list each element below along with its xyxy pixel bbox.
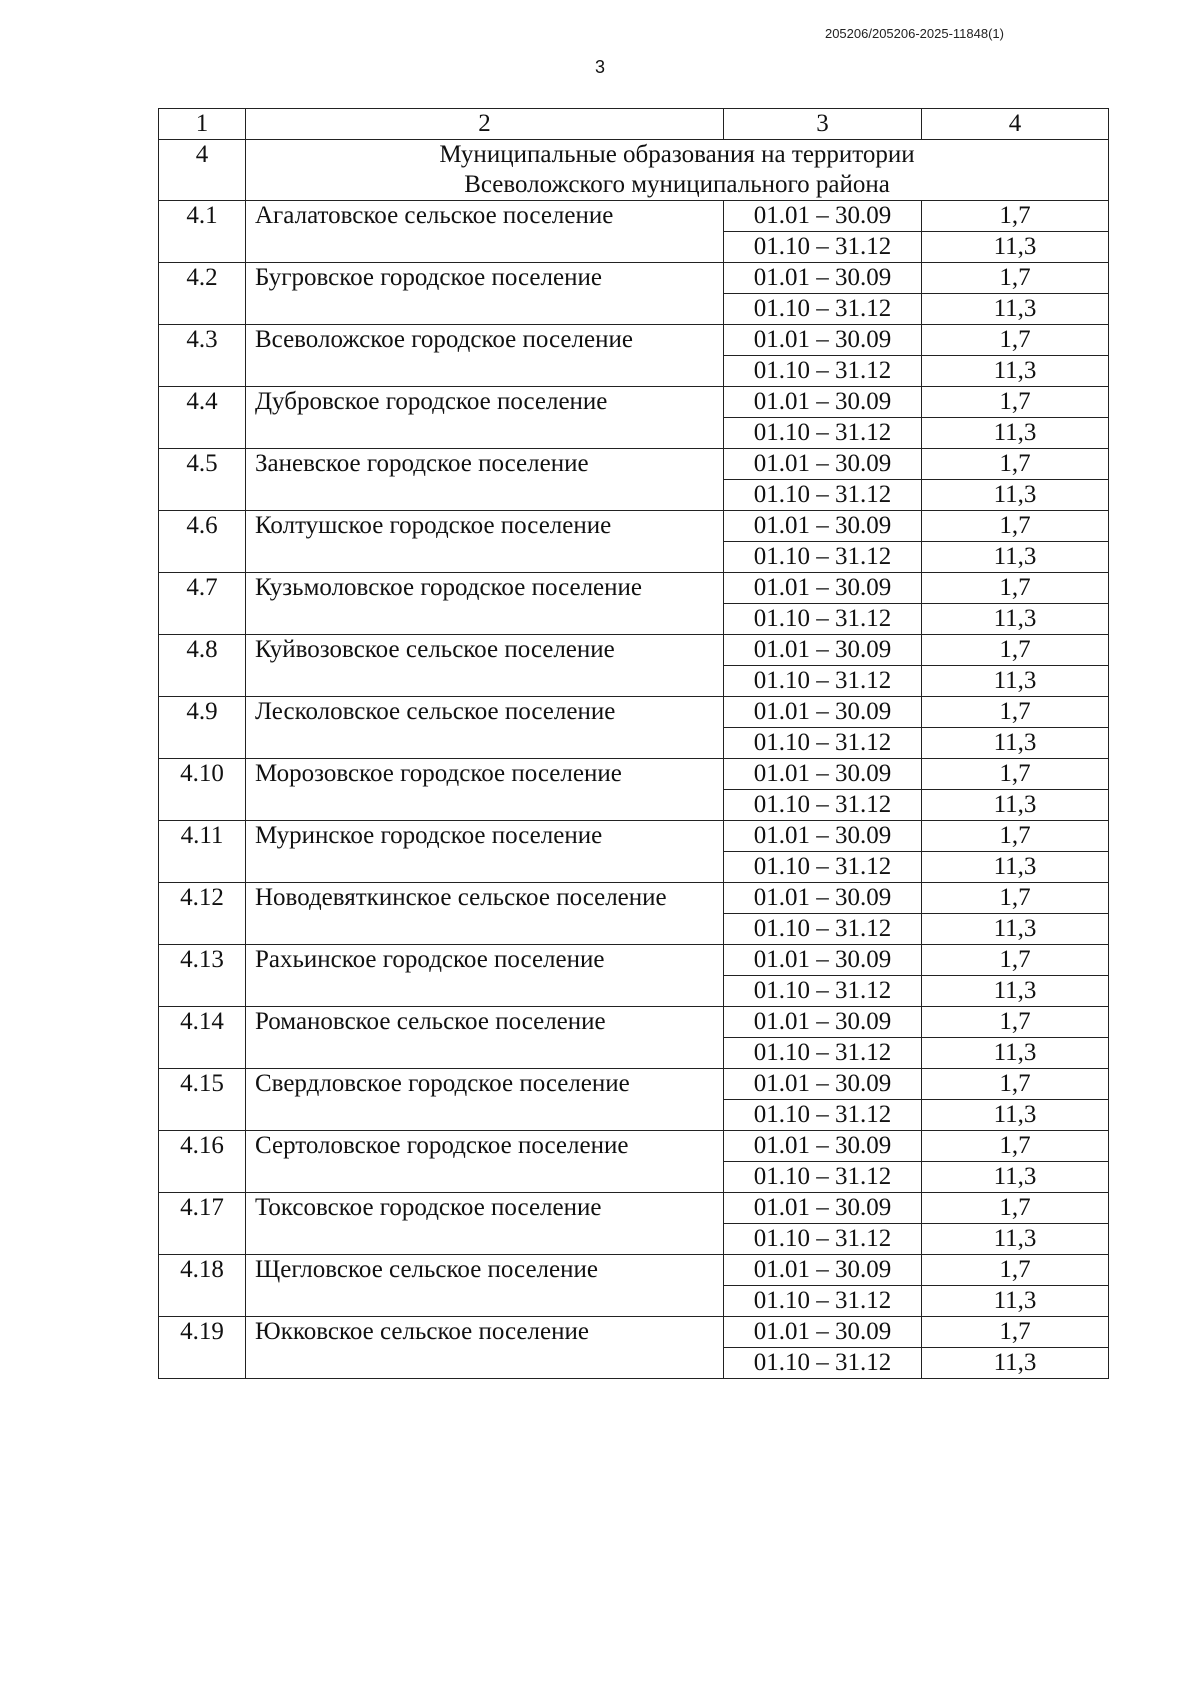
row-number: 4.2 — [159, 263, 246, 325]
period-cell: 01.01 – 30.09 — [724, 511, 922, 542]
section-row — [159, 140, 1109, 201]
table-row — [159, 511, 1109, 542]
value-cell: 1,7 — [922, 511, 1109, 542]
table-row — [159, 1255, 1109, 1286]
period-cell: 01.10 – 31.12 — [724, 976, 922, 1007]
column-header-2: 2 — [246, 109, 724, 140]
municipality-name: Токсовское городское поселение — [246, 1193, 724, 1255]
value-cell: 1,7 — [922, 263, 1109, 294]
page-number: 3 — [594, 57, 605, 77]
table-row — [159, 945, 1109, 976]
row-number: 4.19 — [159, 1317, 246, 1379]
row-number: 4.14 — [159, 1007, 246, 1069]
period-cell: 01.10 – 31.12 — [724, 542, 922, 573]
period-cell: 01.10 – 31.12 — [724, 728, 922, 759]
value-cell: 1,7 — [922, 201, 1109, 232]
section-title-line-1: Муниципальные образования на территории — [439, 141, 915, 168]
value-cell: 11,3 — [922, 1162, 1109, 1193]
table-row — [159, 263, 1109, 294]
value-cell: 1,7 — [922, 1255, 1109, 1286]
period-cell: 01.10 – 31.12 — [724, 356, 922, 387]
value-cell: 1,7 — [922, 883, 1109, 914]
value-cell: 11,3 — [922, 1038, 1109, 1069]
value-cell: 11,3 — [922, 356, 1109, 387]
municipality-name: Щегловское сельское поселение — [246, 1255, 724, 1317]
value-cell: 11,3 — [922, 728, 1109, 759]
period-cell: 01.10 – 31.12 — [724, 232, 922, 263]
table-row — [159, 1007, 1109, 1038]
value-cell: 11,3 — [922, 604, 1109, 635]
period-cell: 01.10 – 31.12 — [724, 1038, 922, 1069]
period-cell: 01.01 – 30.09 — [724, 635, 922, 666]
value-cell: 1,7 — [922, 1131, 1109, 1162]
value-cell: 11,3 — [922, 418, 1109, 449]
value-cell: 1,7 — [922, 759, 1109, 790]
value-cell: 11,3 — [922, 294, 1109, 325]
period-cell: 01.01 – 30.09 — [724, 201, 922, 232]
period-cell: 01.01 – 30.09 — [724, 1007, 922, 1038]
row-number: 4.18 — [159, 1255, 246, 1317]
row-number: 4.3 — [159, 325, 246, 387]
period-cell: 01.01 – 30.09 — [724, 1069, 922, 1100]
value-cell: 1,7 — [922, 635, 1109, 666]
value-cell: 11,3 — [922, 1348, 1109, 1379]
document-id: 205206/205206-2025-11848(1) — [824, 26, 1004, 41]
value-cell: 1,7 — [922, 1193, 1109, 1224]
row-number: 4.6 — [159, 511, 246, 573]
row-number: 4.12 — [159, 883, 246, 945]
period-cell: 01.01 – 30.09 — [724, 883, 922, 914]
value-cell: 1,7 — [922, 821, 1109, 852]
period-cell: 01.10 – 31.12 — [724, 1224, 922, 1255]
row-number: 4.15 — [159, 1069, 246, 1131]
period-cell: 01.10 – 31.12 — [724, 1286, 922, 1317]
period-cell: 01.01 – 30.09 — [724, 1193, 922, 1224]
municipality-name: Дубровское городское поселение — [246, 387, 724, 449]
period-cell: 01.01 – 30.09 — [724, 697, 922, 728]
value-cell: 11,3 — [922, 914, 1109, 945]
municipality-name: Бугровское городское поселение — [246, 263, 724, 325]
period-cell: 01.01 – 30.09 — [724, 263, 922, 294]
period-cell: 01.10 – 31.12 — [724, 1162, 922, 1193]
period-cell: 01.01 – 30.09 — [724, 759, 922, 790]
municipality-name: Новодевяткинское сельское поселение — [246, 883, 724, 945]
row-number: 4.13 — [159, 945, 246, 1007]
municipality-name: Морозовское городское поселение — [246, 759, 724, 821]
municipality-name: Юкковское сельское поселение — [246, 1317, 724, 1379]
value-cell: 11,3 — [922, 232, 1109, 263]
period-cell: 01.10 – 31.12 — [724, 480, 922, 511]
row-number: 4.17 — [159, 1193, 246, 1255]
period-cell: 01.10 – 31.12 — [724, 1100, 922, 1131]
value-cell: 11,3 — [922, 790, 1109, 821]
column-header-row — [159, 109, 1109, 140]
municipality-name: Муринское городское поселение — [246, 821, 724, 883]
value-cell: 11,3 — [922, 542, 1109, 573]
period-cell: 01.01 – 30.09 — [724, 387, 922, 418]
row-number: 4.8 — [159, 635, 246, 697]
value-cell: 1,7 — [922, 387, 1109, 418]
period-cell: 01.10 – 31.12 — [724, 294, 922, 325]
table-row — [159, 1193, 1109, 1224]
value-cell: 11,3 — [922, 1100, 1109, 1131]
period-cell: 01.10 – 31.12 — [724, 604, 922, 635]
value-cell: 1,7 — [922, 573, 1109, 604]
table-row — [159, 635, 1109, 666]
section-title — [246, 140, 1109, 201]
period-cell: 01.10 – 31.12 — [724, 418, 922, 449]
column-header-4: 4 — [922, 109, 1109, 140]
municipality-name: Рахьинское городское поселение — [246, 945, 724, 1007]
municipality-name: Романовское сельское поселение — [246, 1007, 724, 1069]
table-row — [159, 1317, 1109, 1348]
period-cell: 01.10 – 31.12 — [724, 790, 922, 821]
row-number: 4.4 — [159, 387, 246, 449]
table-row — [159, 325, 1109, 356]
municipality-name: Колтушское городское поселение — [246, 511, 724, 573]
row-number: 4.1 — [159, 201, 246, 263]
table-row — [159, 387, 1109, 418]
table-row — [159, 1131, 1109, 1162]
table-row — [159, 449, 1109, 480]
period-cell: 01.01 – 30.09 — [724, 1131, 922, 1162]
row-number: 4.5 — [159, 449, 246, 511]
period-cell: 01.10 – 31.12 — [724, 914, 922, 945]
table-row — [159, 697, 1109, 728]
municipality-name: Всеволожское городское поселение — [246, 325, 724, 387]
value-cell: 11,3 — [922, 1286, 1109, 1317]
table-row — [159, 1069, 1109, 1100]
period-cell: 01.01 – 30.09 — [724, 1255, 922, 1286]
municipality-name: Куйвозовское сельское поселение — [246, 635, 724, 697]
value-cell: 11,3 — [922, 976, 1109, 1007]
municipality-name: Кузьмоловское городское поселение — [246, 573, 724, 635]
column-header-1: 1 — [159, 109, 246, 140]
column-header-3: 3 — [724, 109, 922, 140]
municipality-name: Сертоловское городское поселение — [246, 1131, 724, 1193]
period-cell: 01.01 – 30.09 — [724, 573, 922, 604]
value-cell: 1,7 — [922, 945, 1109, 976]
table-row — [159, 201, 1109, 232]
municipality-name: Свердловское городское поселение — [246, 1069, 724, 1131]
municipality-name: Лесколовское сельское поселение — [246, 697, 724, 759]
row-number: 4.16 — [159, 1131, 246, 1193]
section-number: 4 — [159, 140, 246, 201]
period-cell: 01.01 – 30.09 — [724, 1317, 922, 1348]
value-cell: 1,7 — [922, 1317, 1109, 1348]
municipality-name: Агалатовское сельское поселение — [246, 201, 724, 263]
municipality-name: Заневское городское поселение — [246, 449, 724, 511]
period-cell: 01.10 – 31.12 — [724, 666, 922, 697]
period-cell: 01.10 – 31.12 — [724, 1348, 922, 1379]
period-cell: 01.01 – 30.09 — [724, 821, 922, 852]
value-cell: 1,7 — [922, 325, 1109, 356]
row-number: 4.7 — [159, 573, 246, 635]
value-cell: 11,3 — [922, 1224, 1109, 1255]
period-cell: 01.01 – 30.09 — [724, 325, 922, 356]
table-row — [159, 573, 1109, 604]
row-number: 4.9 — [159, 697, 246, 759]
row-number: 4.10 — [159, 759, 246, 821]
table-row — [159, 883, 1109, 914]
value-cell: 11,3 — [922, 480, 1109, 511]
section-title-line-2: Всеволожского муниципального района — [464, 171, 890, 198]
value-cell: 1,7 — [922, 1069, 1109, 1100]
table-row — [159, 759, 1109, 790]
table-row — [159, 821, 1109, 852]
period-cell: 01.01 – 30.09 — [724, 449, 922, 480]
municipalities-table — [158, 108, 1109, 1379]
value-cell: 11,3 — [922, 666, 1109, 697]
row-number: 4.11 — [159, 821, 246, 883]
period-cell: 01.10 – 31.12 — [724, 852, 922, 883]
value-cell: 11,3 — [922, 852, 1109, 883]
period-cell: 01.01 – 30.09 — [724, 945, 922, 976]
value-cell: 1,7 — [922, 449, 1109, 480]
value-cell: 1,7 — [922, 697, 1109, 728]
value-cell: 1,7 — [922, 1007, 1109, 1038]
